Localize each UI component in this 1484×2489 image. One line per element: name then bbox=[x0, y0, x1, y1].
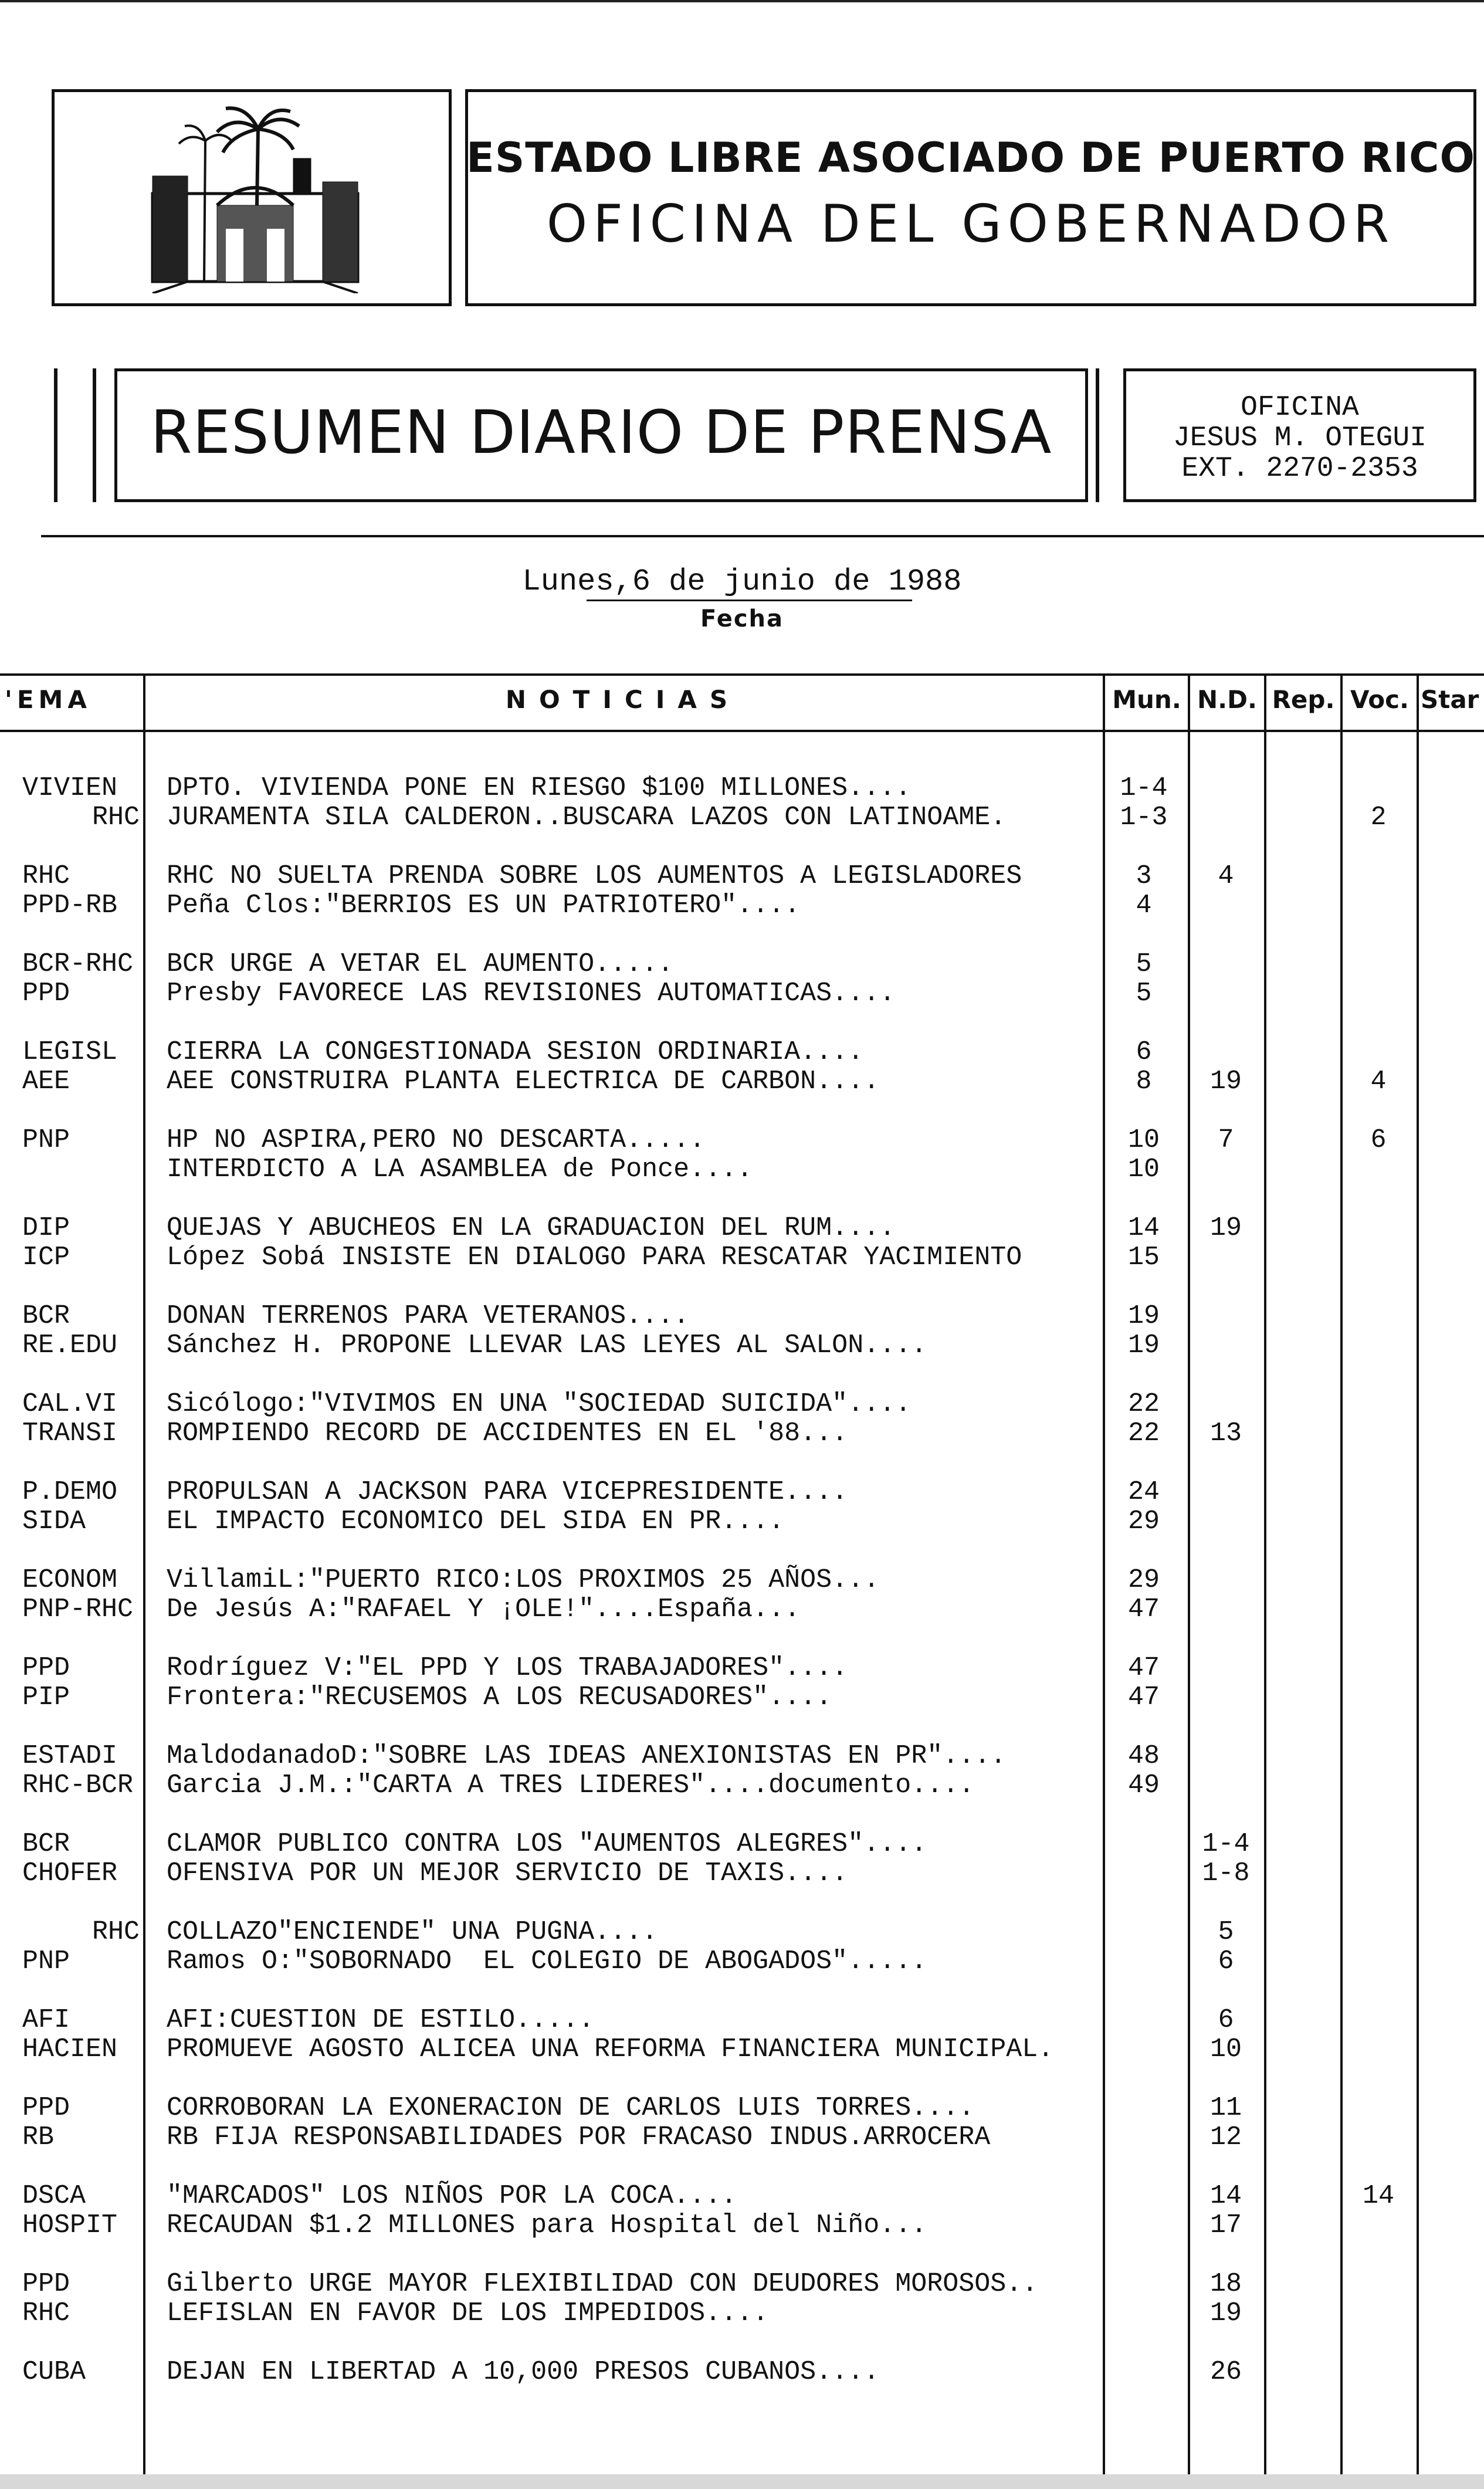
row-mun-page: 8 bbox=[1136, 1066, 1152, 1096]
row-tema: PNP-RHC bbox=[22, 1594, 134, 1624]
table-row bbox=[0, 2357, 1484, 2388]
table-row bbox=[0, 1330, 1484, 1361]
row-headline: De Jesús A:"RAFAEL Y ¡OLE!"....España... bbox=[167, 1594, 801, 1624]
row-tema: RB bbox=[22, 2122, 55, 2152]
row-headline: VillamiL:"PUERTO RICO:LOS PROXIMOS 25 AÑOS... bbox=[167, 1565, 880, 1595]
row-headline: AEE CONSTRUIRA PLANTA ELECTRICA DE CARBON.... bbox=[167, 1066, 880, 1096]
estado-title: ESTADO LIBRE ASOCIADO DE PUERTO RICO bbox=[466, 134, 1475, 182]
table-row bbox=[0, 1037, 1484, 1068]
table-row bbox=[0, 1653, 1484, 1684]
row-tema: AFI bbox=[22, 2005, 70, 2035]
row-headline: DONAN TERRENOS PARA VETERANOS.... bbox=[167, 1301, 690, 1331]
row-tema: RHC-BCR bbox=[22, 1770, 134, 1800]
date-underline bbox=[587, 600, 912, 601]
row-mun-page: 5 bbox=[1136, 949, 1152, 979]
row-nd-page: 10 bbox=[1209, 2034, 1242, 2064]
row-nd-page: 13 bbox=[1209, 1418, 1242, 1448]
table-row bbox=[0, 2034, 1484, 2065]
row-tema: P.DEMO bbox=[22, 1477, 118, 1507]
row-headline: RECAUDAN $1.2 MILLONES para Hospital del Niño... bbox=[167, 2210, 927, 2240]
row-mun-page: 14 bbox=[1127, 1213, 1160, 1243]
row-tema: CUBA bbox=[22, 2357, 86, 2387]
row-tema: CAL.VI bbox=[22, 1389, 118, 1419]
table-row bbox=[0, 1154, 1484, 1185]
table-row bbox=[0, 1213, 1484, 1244]
row-tema: DIP bbox=[22, 1213, 70, 1243]
row-headline: AFI:CUESTION DE ESTILO..... bbox=[167, 2005, 595, 2035]
table-row bbox=[0, 1917, 1484, 1948]
table-row bbox=[0, 1858, 1484, 1889]
row-mun-page: 22 bbox=[1127, 1389, 1160, 1419]
table-row bbox=[0, 1829, 1484, 1860]
row-headline: HP NO ASPIRA,PERO NO DESCARTA..... bbox=[167, 1125, 706, 1155]
row-mun-page: 19 bbox=[1127, 1330, 1160, 1360]
row-tema: TRANSI bbox=[22, 1418, 118, 1448]
row-mun-page: 5 bbox=[1136, 978, 1152, 1008]
row-tema: LEGISL bbox=[22, 1037, 118, 1067]
date-text: Lunes,6 de junio de 1988 bbox=[522, 564, 962, 599]
row-nd-page: 4 bbox=[1218, 861, 1234, 891]
table-row bbox=[0, 2210, 1484, 2241]
row-headline: COLLAZO"ENCIENDE" UNA PUGNA.... bbox=[167, 1917, 658, 1947]
row-headline: Gilberto URGE MAYOR FLEXIBILIDAD CON DEUDORES MOROSOS.. bbox=[167, 2269, 1038, 2299]
row-headline: OFENSIVA POR UN MEJOR SERVICIO DE TAXIS.... bbox=[167, 1858, 848, 1888]
table-row bbox=[0, 1125, 1484, 1156]
row-headline: CIERRA LA CONGESTIONADA SESION ORDINARIA.... bbox=[167, 1037, 864, 1067]
row-nd-page: 26 bbox=[1209, 2357, 1242, 2387]
table-row bbox=[0, 1682, 1484, 1713]
header-mun: Mun. bbox=[1112, 685, 1181, 714]
row-headline: "MARCADOS" LOS NIÑOS POR LA COCA.... bbox=[167, 2181, 737, 2211]
row-tema: HACIEN bbox=[22, 2034, 118, 2064]
row-nd-page: 19 bbox=[1209, 1213, 1242, 1243]
row-headline: Sicólogo:"VIVIMOS EN UNA "SOCIEDAD SUICIDA".... bbox=[167, 1389, 912, 1419]
header-divider bbox=[41, 535, 1484, 537]
row-nd-page: 5 bbox=[1218, 1917, 1234, 1947]
header-voc: Voc. bbox=[1350, 685, 1409, 714]
row-mun-page: 47 bbox=[1127, 1653, 1160, 1683]
row-tema: BCR-RHC bbox=[22, 949, 134, 979]
table-row bbox=[0, 802, 1484, 833]
row-headline: INTERDICTO A LA ASAMBLEA de Ponce.... bbox=[167, 1154, 753, 1184]
table-row bbox=[0, 1565, 1484, 1596]
row-mun-page: 47 bbox=[1127, 1594, 1160, 1624]
row-headline: RB FIJA RESPONSABILIDADES POR FRACASO INDUS.ARROCERA bbox=[167, 2122, 991, 2152]
row-mun-page: 15 bbox=[1127, 1242, 1160, 1272]
row-tema: PNP bbox=[22, 1946, 70, 1976]
row-tema: CHOFER bbox=[22, 1858, 118, 1888]
header-rep: Rep. bbox=[1272, 685, 1335, 714]
row-headline: Ramos O:"SOBORNADO EL COLEGIO DE ABOGADOS"..... bbox=[167, 1946, 927, 1976]
row-nd-page: 14 bbox=[1209, 2181, 1242, 2211]
row-nd-page: 6 bbox=[1218, 2005, 1234, 2035]
table-row bbox=[0, 1770, 1484, 1801]
row-tema: PIP bbox=[22, 1682, 70, 1712]
row-nd-page: 19 bbox=[1209, 1066, 1242, 1096]
table-row bbox=[0, 773, 1484, 804]
office-line-3: EXT. 2270-2353 bbox=[1181, 453, 1418, 485]
row-mun-page: 29 bbox=[1127, 1506, 1160, 1536]
row-headline: RHC NO SUELTA PRENDA SOBRE LOS AUMENTOS A LEGISLADORES bbox=[167, 861, 1022, 891]
row-mun-page: 10 bbox=[1127, 1154, 1160, 1184]
table-row bbox=[0, 2122, 1484, 2153]
row-voc-page: 4 bbox=[1370, 1066, 1387, 1096]
row-tema: RHC bbox=[92, 1917, 140, 1947]
row-headline: DPTO. VIVIENDA PONE EN RIESGO $100 MILLONES.... bbox=[167, 773, 912, 803]
row-mun-page: 6 bbox=[1136, 1037, 1152, 1067]
row-tema: PPD bbox=[22, 1653, 70, 1683]
header-noticias: NOTICIAS bbox=[505, 685, 741, 714]
table-row bbox=[0, 861, 1484, 892]
row-tema: RE.EDU bbox=[22, 1330, 118, 1360]
table-row bbox=[0, 1477, 1484, 1508]
row-tema: HOSPIT bbox=[22, 2210, 118, 2240]
table-row bbox=[0, 1594, 1484, 1625]
row-headline: López Sobá INSISTE EN DIALOGO PARA RESCATAR YACIMIENTO bbox=[167, 1242, 1022, 1272]
row-tema: AEE bbox=[22, 1066, 70, 1096]
row-mun-page: 29 bbox=[1127, 1565, 1160, 1595]
right-rule bbox=[1096, 368, 1099, 502]
table-row bbox=[0, 890, 1484, 921]
row-nd-page: 11 bbox=[1209, 2093, 1242, 2123]
table-row bbox=[0, 1946, 1484, 1977]
row-headline: Rodríguez V:"EL PPD Y LOS TRABAJADORES".... bbox=[167, 1653, 848, 1683]
row-headline: JURAMENTA SILA CALDERON..BUSCARA LAZOS CON LATINOAME. bbox=[167, 802, 1007, 832]
table-row bbox=[0, 1301, 1484, 1332]
table-row bbox=[0, 2298, 1484, 2329]
row-tema: PPD bbox=[22, 2269, 70, 2299]
header-nd: N.D. bbox=[1197, 685, 1257, 714]
row-headline: MaldodanadoD:"SOBRE LAS IDEAS ANEXIONISTAS EN PR".... bbox=[167, 1741, 1007, 1771]
row-mun-page: 49 bbox=[1127, 1770, 1160, 1800]
table-row bbox=[0, 1741, 1484, 1772]
row-mun-page: 4 bbox=[1136, 890, 1152, 920]
row-tema: PPD bbox=[22, 978, 70, 1008]
row-headline: Presby FAVORECE LAS REVISIONES AUTOMATICAS.... bbox=[167, 978, 896, 1008]
office-line-2: JESUS M. OTEGUI bbox=[1173, 422, 1427, 454]
row-tema: ESTADI bbox=[22, 1741, 118, 1771]
bottom-edge bbox=[0, 2474, 1484, 2489]
row-tema: ICP bbox=[22, 1242, 70, 1272]
row-tema: BCR bbox=[22, 1301, 70, 1331]
row-nd-page: 1-8 bbox=[1202, 1858, 1250, 1888]
row-nd-page: 17 bbox=[1209, 2210, 1242, 2240]
row-tema: VIVIEN bbox=[22, 773, 118, 803]
row-tema: RHC bbox=[92, 802, 140, 832]
row-tema: PPD-RB bbox=[22, 890, 118, 920]
row-headline: BCR URGE A VETAR EL AUMENTO..... bbox=[167, 949, 674, 979]
left-rule bbox=[93, 368, 96, 502]
table-row bbox=[0, 949, 1484, 980]
row-headline: Frontera:"RECUSEMOS A LOS RECUSADORES".... bbox=[167, 1682, 832, 1712]
row-mun-page: 22 bbox=[1127, 1418, 1160, 1448]
row-tema: PPD bbox=[22, 2093, 70, 2123]
fecha-label: Fecha bbox=[700, 605, 784, 632]
oficina-title: OFICINA DEL GOBERNADOR bbox=[546, 194, 1395, 254]
office-line-1: OFICINA bbox=[1241, 392, 1359, 424]
row-mun-page: 48 bbox=[1127, 1741, 1160, 1771]
row-tema: RHC bbox=[22, 861, 70, 891]
row-nd-page: 7 bbox=[1218, 1125, 1234, 1155]
table-row bbox=[0, 1506, 1484, 1537]
row-mun-page: 10 bbox=[1127, 1125, 1160, 1155]
row-headline: LEFISLAN EN FAVOR DE LOS IMPEDIDOS.... bbox=[167, 2298, 769, 2328]
row-mun-page: 47 bbox=[1127, 1682, 1160, 1712]
row-nd-page: 12 bbox=[1209, 2122, 1242, 2152]
row-headline: PROPULSAN A JACKSON PARA VICEPRESIDENTE.... bbox=[167, 1477, 848, 1507]
row-mun-page: 1-3 bbox=[1120, 802, 1168, 832]
la-fortaleza-logo bbox=[117, 106, 393, 293]
row-tema: PNP bbox=[22, 1125, 70, 1155]
row-tema: ECONOM bbox=[22, 1565, 118, 1595]
left-rule bbox=[54, 368, 57, 502]
row-nd-page: 1-4 bbox=[1202, 1829, 1250, 1859]
table-row bbox=[0, 1242, 1484, 1273]
row-nd-page: 6 bbox=[1218, 1946, 1234, 1976]
table-header-rule bbox=[0, 730, 1484, 732]
row-headline: Garcia J.M.:"CARTA A TRES LIDERES"....documento.... bbox=[167, 1770, 975, 1800]
row-headline: Peña Clos:"BERRIOS ES UN PATRIOTERO".... bbox=[167, 890, 801, 920]
table-row bbox=[0, 2181, 1484, 2212]
row-voc-page: 14 bbox=[1362, 2181, 1394, 2211]
row-tema: RHC bbox=[22, 2298, 70, 2328]
top-edge bbox=[0, 0, 1484, 2]
row-nd-page: 19 bbox=[1209, 2298, 1242, 2328]
row-headline: DEJAN EN LIBERTAD A 10,000 PRESOS CUBANOS.... bbox=[167, 2357, 880, 2387]
row-voc-page: 6 bbox=[1370, 1125, 1387, 1155]
row-headline: PROMUEVE AGOSTO ALICEA UNA REFORMA FINANCIERA MUNICIPAL. bbox=[167, 2034, 1054, 2064]
row-headline: CORROBORAN LA EXONERACION DE CARLOS LUIS TORRES.... bbox=[167, 2093, 975, 2123]
header-star: Star bbox=[1421, 685, 1479, 714]
row-mun-page: 24 bbox=[1127, 1477, 1160, 1507]
row-headline: CLAMOR PUBLICO CONTRA LOS "AUMENTOS ALEGRES".... bbox=[167, 1829, 927, 1859]
table-row bbox=[0, 2269, 1484, 2300]
row-tema: BCR bbox=[22, 1829, 70, 1859]
header-tema: 'EMA bbox=[5, 685, 92, 714]
row-headline: ROMPIENDO RECORD DE ACCIDENTES EN EL '88... bbox=[167, 1418, 848, 1448]
row-mun-page: 3 bbox=[1136, 861, 1152, 891]
table-row bbox=[0, 1066, 1484, 1097]
table-top-rule bbox=[0, 673, 1484, 676]
row-headline: Sánchez H. PROPONE LLEVAR LAS LEYES AL SALON.... bbox=[167, 1330, 927, 1360]
row-mun-page: 19 bbox=[1127, 1301, 1160, 1331]
table-row bbox=[0, 1418, 1484, 1449]
row-tema: SIDA bbox=[22, 1506, 86, 1536]
resumen-title: RESUMEN DIARIO DE PRENSA bbox=[150, 398, 1052, 468]
row-headline: EL IMPACTO ECONOMICO DEL SIDA EN PR.... bbox=[167, 1506, 785, 1536]
row-mun-page: 1-4 bbox=[1120, 773, 1168, 803]
table-row bbox=[0, 2093, 1484, 2124]
table-row bbox=[0, 1389, 1484, 1420]
table-row bbox=[0, 978, 1484, 1009]
row-headline: QUEJAS Y ABUCHEOS EN LA GRADUACION DEL RUM.... bbox=[167, 1213, 896, 1243]
row-nd-page: 18 bbox=[1209, 2269, 1242, 2299]
row-tema: DSCA bbox=[22, 2181, 86, 2211]
table-row bbox=[0, 2005, 1484, 2036]
row-voc-page: 2 bbox=[1370, 802, 1387, 832]
